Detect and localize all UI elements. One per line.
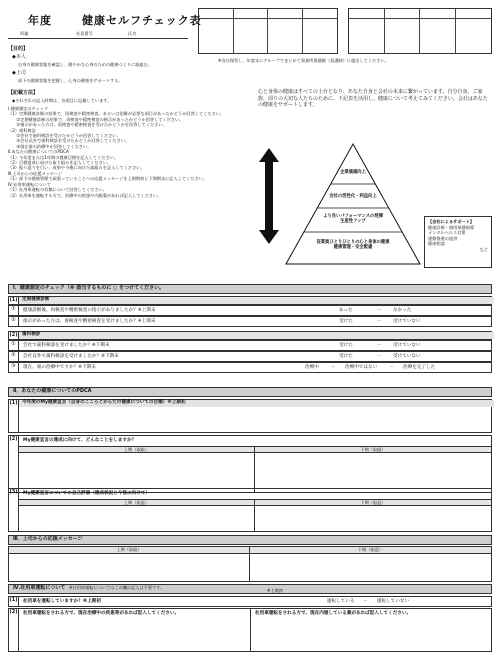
q5-row: ③ 現在、歯の治療中ですか？※下期末 治療中 － 治療中ではない － 治療を完了した [8, 362, 492, 373]
method-line: Ⅲ.上司からの応援メッセージ [8, 170, 63, 176]
stamp-grid-right-body [349, 19, 491, 54]
pyramid-layer-3: より良いパフォーマンスの発揮 生産性アップ [323, 214, 383, 224]
q1-row: ① 健康診断後、再検査や精密検査の指示がありましたか？※上期末 あった － なかった [8, 305, 492, 316]
stamp-grid-right-head [349, 9, 491, 19]
method-line: Ⅰ.健康測定のチェック [8, 106, 49, 111]
method-line: （2）歯科検診 [8, 127, 36, 133]
q4-option[interactable]: 受けていない [393, 354, 421, 359]
p2-input-right[interactable] [255, 453, 491, 492]
method-line: ③現在歯の治療中か回答してください。 [8, 143, 92, 149]
s4-q2-text: 社用車運転をされる方で、現在治療中の疾患等があれば記入してください。 [23, 611, 180, 616]
s4-q1-row: (1) 社用車を運転していますか？※上期初 運転している － 運転していない [8, 596, 492, 607]
method-line: （1）今年度または1年間の健康目標を記入してください。 [8, 154, 119, 160]
pyramid-layer-2: 会社の活性化・利益向上 [329, 194, 377, 199]
right-intro [254, 86, 492, 126]
q5-option[interactable]: 治療中 [305, 365, 319, 370]
p3-half-header-left [19, 499, 255, 506]
s4-q2-right-text: 社用車運転をされる方で、現在内服している薬があれば記入してください。 [255, 611, 412, 616]
sub2-label: 歯科検診 [19, 332, 494, 339]
company-support-box [424, 216, 492, 268]
s4-q2-input-right[interactable] [255, 619, 489, 651]
field-employee-number-label: 社員番号 [76, 31, 93, 36]
p2-block: (2) My健康宣言の達成に向けて、どんなことをしますか？ 上期（取組） 下期（取組） [8, 435, 492, 493]
s3-input-right[interactable] [250, 554, 491, 581]
purpose-heading: 【目的】 [8, 46, 29, 52]
method-line: （1）部下の健康管理で頑張っていることへの応援メッセージを上期期初と下期期末に記入してください。 [8, 176, 208, 182]
p2-half-label: 下期（取組） [360, 447, 386, 452]
q1-option[interactable]: なかった [393, 308, 412, 313]
q4-option[interactable]: 受けた [339, 354, 353, 359]
q3-text: 会社で歯科検診を受けましたか？※下期末 [23, 343, 110, 348]
method-line: ①定期健康診断の結果で、再検査や精密検査の指示があったかどうか回答してください。 [8, 116, 184, 122]
support-item: 健康診断・個別保健指導 [428, 224, 475, 230]
q4-text: 会社以外で歯科検診を受けましたか？※下期末 [23, 354, 119, 359]
p3-half-header-right [255, 499, 491, 506]
q3-row: ① 会社で歯科検診を受けましたか？※下期末 受けた － 受けていない [8, 340, 492, 351]
s3-half-label: 上期（取組） [116, 547, 142, 552]
field-affiliation-label: 所属 [20, 31, 29, 36]
q2-option-dash: － [377, 319, 382, 324]
q5-option[interactable]: 治療を完了した [403, 365, 436, 370]
p2-input-left[interactable] [19, 453, 255, 492]
s4-q2-row: (2) 社用車運転をされる方で、現在治療中の疾患等があれば記入してください。 社用車運転をされる方で、現在内服している薬があれば記入してください。 [8, 608, 492, 652]
support-heading: 【会社によるサポート】 [428, 219, 475, 224]
method-line: ②指示があった方は、再検査や精密検査を受けたかどうかを回答してください。 [8, 122, 167, 128]
sub1-label: 定期健康診断 [19, 297, 494, 304]
q2-option[interactable]: 受けていない [393, 319, 421, 324]
q5-text: 現在、歯の治療中ですか？※下期末 [23, 365, 96, 370]
pyramid [284, 142, 422, 266]
section4-tag: ※上期初 [267, 588, 284, 593]
field-name-label: 氏名 [128, 31, 137, 36]
section4-heading-note: ※社用車運転についてはこの欄の記入は不要です。 [69, 585, 165, 590]
section2-heading: Ⅱ．あなたの健康についてのPDCA [8, 387, 492, 397]
page-title: 健康セルフチェック表 [82, 14, 202, 27]
p1-label: 今年度のMy健康宣言（自身のこころとからだの健康についての目標）※上期初 [19, 400, 494, 407]
p3-input-right[interactable] [255, 506, 491, 531]
p3-label: My健康宣言についての自己評価（達成状況と今後に向けて） [23, 491, 150, 496]
section3-block [8, 546, 492, 582]
method-line: （3）振り返りを行い、成果や今後に向けた取組みを記入してください。 [8, 165, 145, 171]
pyramid-layer-4: 従業員ひとりひとりの心と身体の健康 健康管理・安全配慮 [316, 240, 390, 250]
s3-half-label: 下期（振返） [357, 547, 384, 552]
q1-text: 健康診断後、再検査や精密検査の指示がありましたか？※上期末 [23, 308, 156, 313]
method-line: （1）社用車運転の有無について回答してください。 [8, 187, 107, 193]
right-intro-text: 心と身体の健康はすべての土台となり、あなた自身と会社の未来に繋がっています。自分自身、ご家族、周りの大切な人たちのために、下記表を活用し、健康について考えてみてください。会社はあなたの健康をサポートします。 [258, 89, 488, 108]
s3-half-header-left [9, 547, 250, 554]
year-label: 年度 [28, 14, 52, 27]
s4-q1-option-dash: － [363, 599, 368, 604]
support-item: メンタルヘルス対策 [428, 230, 466, 236]
method-heading: 【記載方法】 [8, 90, 39, 96]
p2-label: My健康宣言の達成に向けて、どんなことをしますか？ [23, 438, 137, 443]
purpose-self-text: 自身の健康状態を確認し、健やかな心身のための健康づくりに取組む。 [18, 62, 153, 67]
q2-option[interactable]: 受けた [339, 319, 353, 324]
q4-row: ② 会社以外で歯科検診を受けましたか？※下期末 受けた － 受けていない [8, 351, 492, 362]
method-line: （2）社用車を運転する方で、治療中の疾患や内服薬があれば記入してください。 [8, 192, 162, 198]
q5-option-dash: － [331, 365, 336, 370]
purpose-boss-text: 部下の健康状態を把握し、心身の健康をサポートする。 [18, 78, 123, 83]
stamp-grid-left[interactable] [198, 8, 338, 54]
q3-option[interactable]: 受けた [339, 343, 353, 348]
p3-input-left[interactable] [19, 506, 255, 531]
support-item: 健康相談 [428, 241, 445, 247]
p1-block: (1) 今年度のMy健康宣言（自身のこころとからだの健康についての目標）※上期初 [8, 399, 492, 433]
method-lines [8, 106, 254, 198]
method-line: Ⅳ.社用車運転について [8, 181, 51, 187]
q1-option-dash: － [377, 308, 382, 313]
section4-heading: Ⅳ.社用車運転について [13, 585, 66, 591]
p3-half-label: 下期（振返） [360, 500, 386, 505]
q3-option-dash: － [377, 343, 382, 348]
section3-heading: Ⅲ．上司からの応援メッセージ [8, 535, 492, 545]
s3-input-left[interactable] [9, 554, 250, 581]
q2-text: 指示があった方は、再検査や精密検査を受けましたか？※上期末 [23, 319, 156, 324]
p2-half-label: 上期（取組） [123, 447, 150, 452]
pyramid-layer-1: 企業価値向上 [340, 170, 366, 175]
stamp-grid-left-body [199, 19, 337, 54]
section4-heading-bar [8, 584, 492, 594]
section1-sub2: (2) 歯科検診 [8, 331, 492, 340]
p3-half-label: 上期（振返） [123, 500, 150, 505]
section1-sub1: (1) 定期健康診断 [8, 296, 492, 305]
q1-option[interactable]: あった [339, 308, 353, 313]
stamp-grid-right[interactable] [348, 8, 492, 54]
p3-block: (3) My健康宣言についての自己評価（達成状況と今後に向けて） 上期（振返） 下期（振返） [8, 488, 492, 532]
name-fields-row [8, 28, 188, 39]
p2-half-header-left [19, 446, 255, 453]
q4-option-dash: － [377, 354, 382, 359]
q5-option[interactable]: 治療中ではない [345, 365, 378, 370]
q5-option-dash: － [389, 365, 394, 370]
s4-q1-option[interactable]: 運転していない [377, 599, 410, 604]
s4-q1-text: 社用車を運転していますか？※上期初 [23, 599, 101, 604]
support-item: など [479, 246, 488, 252]
q3-option[interactable]: 受けていない [393, 343, 421, 348]
support-item: 運動推進の提供 [428, 235, 458, 241]
stamp-grid-left-head [199, 9, 337, 19]
s4-q2-divider [250, 609, 251, 651]
s3-half-header-right [250, 547, 491, 554]
section1-heading: Ⅰ．健康測定のチェック（※ 該当するものに ○ をつけてください。 [8, 284, 492, 294]
submit-note: ※各自保管し、年度末にグループでまとめて事業所保健師（看護師）に提出してください。 [218, 58, 389, 63]
method-line: ①会社で歯科検診を受けたかどうか回答してください。 [8, 133, 121, 139]
vertical-double-arrow-icon [258, 148, 280, 244]
method-line: ②会社以外で歯科検診を受けたかどうか回答してください。 [8, 138, 130, 144]
purpose-boss-label: ◆上司 [12, 70, 26, 76]
q2-row: ② 指示があった方は、再検査や精密検査を受けましたか？※上期末 受けた － 受けていない [8, 316, 492, 327]
method-line: （2）目標達成に向けた取り組みを記入してください。 [8, 160, 112, 166]
method-line: Ⅱ.あなたの健康についてのPDCA [8, 149, 69, 155]
s4-q1-option[interactable]: 運転している [327, 599, 355, 604]
purpose-self-label: ◆本人 [12, 54, 26, 60]
s4-q2-input-left[interactable] [19, 619, 249, 651]
method-line: （1）定期健康診断の結果で、再検査や精密検査、あるいは治療が必要な項目があったかどうか回答してください。 [8, 111, 225, 117]
p2-half-header-right [255, 446, 491, 453]
method-intro: ◆それぞれの記入時期は、各項目に記載しています。 [12, 98, 112, 103]
p1-input-area[interactable] [19, 408, 491, 432]
